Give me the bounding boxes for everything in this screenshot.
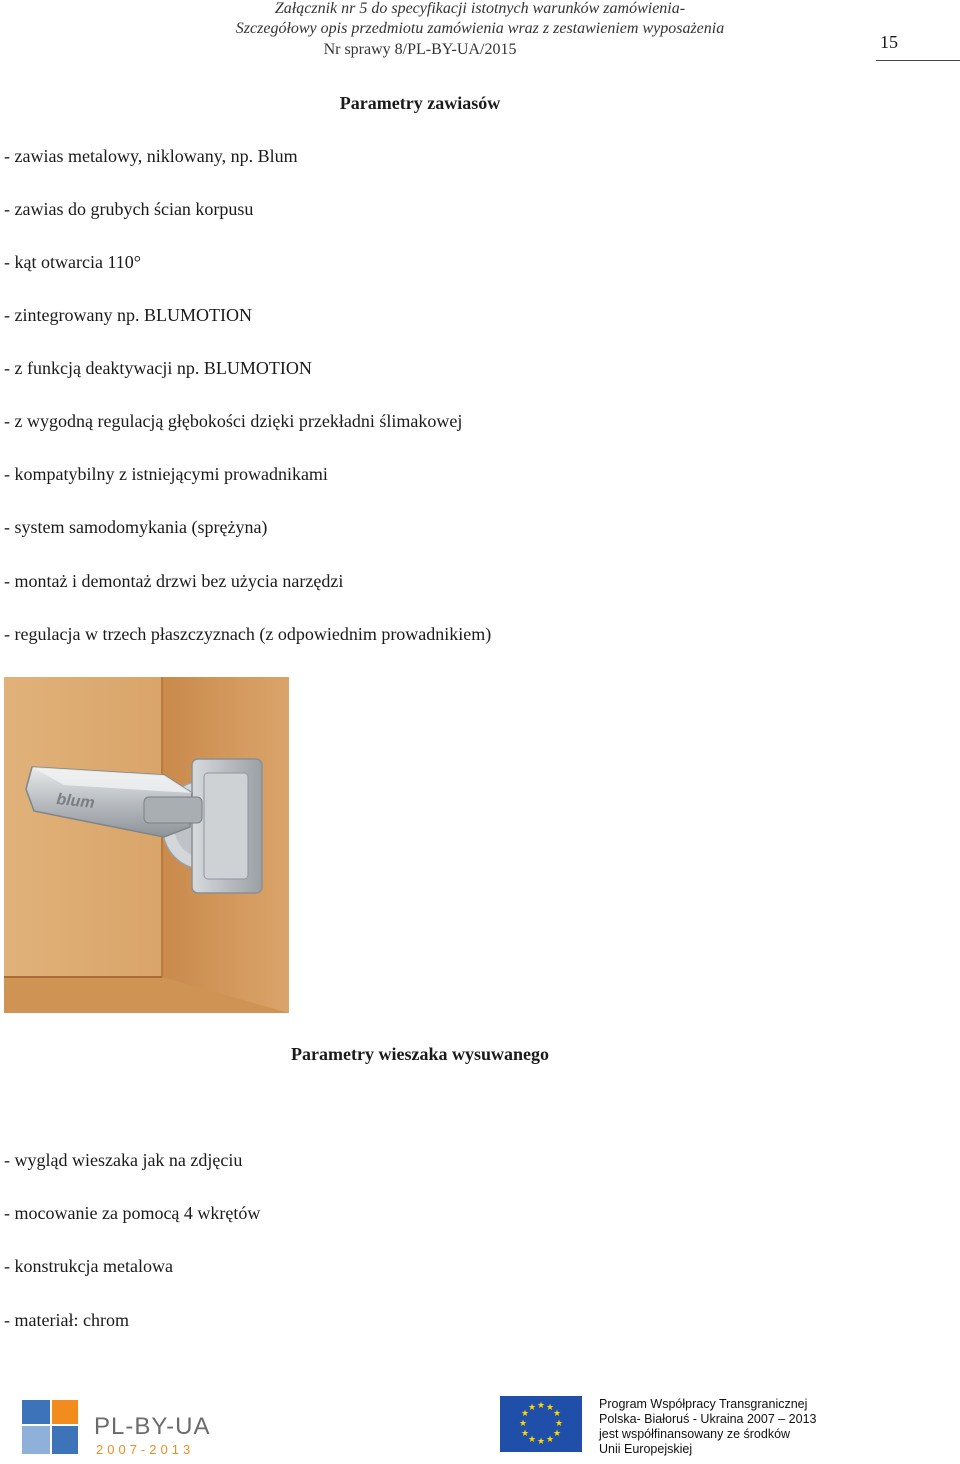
svg-text:★: ★	[527, 1403, 537, 1413]
page-number-rule	[876, 60, 960, 61]
svg-text:★: ★	[536, 1437, 546, 1447]
svg-text:★: ★	[552, 1409, 562, 1419]
svg-text:★: ★	[520, 1429, 530, 1439]
header-line-2: Szczegółowy opis przedmiotu zamówienia wraz z zestawieniem wyposażenia	[235, 20, 725, 37]
hinge-spec-item: - z funkcją deaktywacji np. BLUMOTION	[4, 358, 312, 378]
hinge-spec-item: - regulacja w trzech płaszczyznach (z odpowiednim prowadnikiem)	[4, 624, 492, 644]
svg-text:★: ★	[536, 1401, 546, 1411]
hinge-spec-item: - kompatybilny z istniejącymi prowadnikami	[4, 464, 328, 484]
logo-years: 2007-2013	[96, 1442, 195, 1457]
hinge-photo	[4, 677, 289, 1013]
svg-text:★: ★	[518, 1419, 528, 1429]
hinge-brand-label: blum	[55, 791, 96, 812]
page-number: 15	[880, 32, 898, 52]
hinge-spec-item: - system samodomykania (sprężyna)	[4, 517, 268, 537]
hanger-spec-item: - materiał: chrom	[4, 1310, 129, 1330]
hinge-spec-item: - zawias do grubych ścian korpusu	[4, 199, 254, 219]
footer-program-line: Program Współpracy Transgranicznej	[599, 1397, 808, 1411]
header-line-1: Załącznik nr 5 do specyfikacji istotnych warunków zamówienia-	[274, 0, 686, 17]
svg-text:★: ★	[554, 1419, 564, 1429]
eu-flag	[500, 1396, 582, 1452]
svg-text:★: ★	[520, 1409, 530, 1419]
hanger-section-title: Parametry wieszaka wysuwanego	[291, 1044, 549, 1064]
hinge-spec-item: - z wygodną regulacją głębokości dzięki przekładni ślimakowej	[4, 411, 463, 431]
hinge-spec-item: - kąt otwarcia 110°	[4, 252, 141, 272]
hanger-spec-item: - wygląd wieszaka jak na zdjęciu	[4, 1150, 243, 1170]
logo-text: PL-BY-UA	[94, 1413, 211, 1440]
hinges-section-title: Parametry zawiasów	[339, 93, 501, 113]
hinge-spec-item: - zawias metalowy, niklowany, np. Blum	[4, 146, 298, 166]
case-number: Nr sprawy 8/PL-BY-UA/2015	[323, 41, 517, 58]
footer-program-line: Unii Europejskiej	[599, 1442, 693, 1456]
hinge-spec-item: - montaż i demontaż drzwi bez użycia narzędzi	[4, 571, 344, 591]
svg-text:★: ★	[552, 1429, 562, 1439]
hanger-spec-item: - mocowanie za pomocą 4 wkrętów	[4, 1203, 261, 1223]
svg-text:★: ★	[545, 1435, 555, 1445]
footer-program-line: Polska- Białoruś - Ukraina 2007 – 2013	[599, 1412, 817, 1426]
hanger-spec-item: - konstrukcja metalowa	[4, 1256, 173, 1276]
hinge-spec-item: - zintegrowany np. BLUMOTION	[4, 305, 252, 325]
svg-text:★: ★	[527, 1435, 537, 1445]
svg-text:★: ★	[545, 1403, 555, 1413]
pl-by-ua-logo	[20, 1398, 220, 1460]
footer-program-line: jest współfinansowany ze środków	[599, 1427, 791, 1441]
